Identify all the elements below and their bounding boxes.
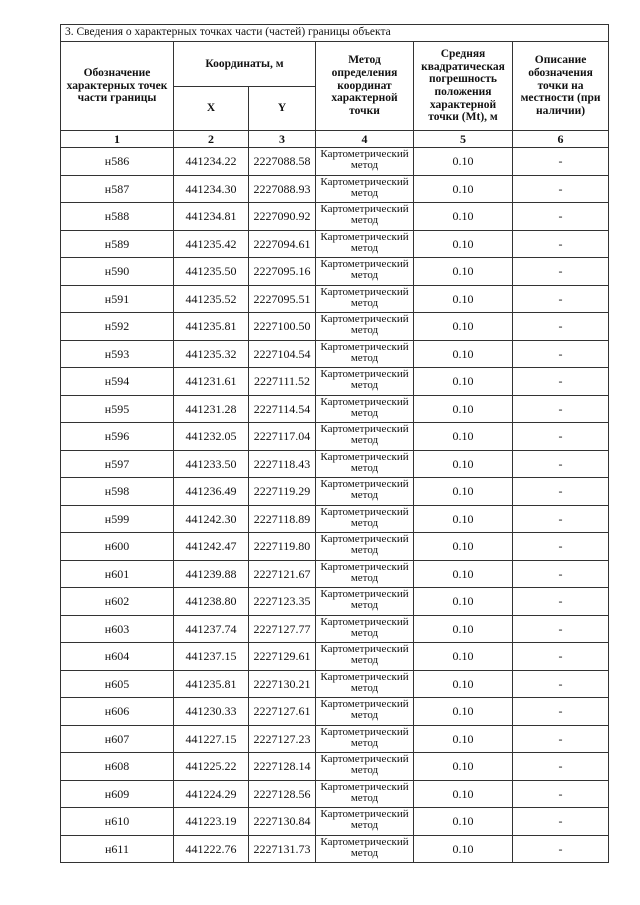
table-row: [61, 615, 609, 643]
column-numbers-row: [61, 131, 609, 148]
table-row: [61, 670, 609, 698]
header-coordinates: Координаты, м: [174, 42, 316, 87]
cell-error: 0.10: [414, 725, 513, 753]
cell-method: Картометрический метод: [316, 725, 414, 753]
cell-coord-x: 441238.80: [174, 588, 249, 616]
cell-error: 0.10: [414, 753, 513, 781]
cell-method: Картометрический метод: [316, 643, 414, 671]
cell-point-name: н589: [61, 230, 174, 258]
cell-point-name: н595: [61, 395, 174, 423]
cell-error: 0.10: [414, 698, 513, 726]
cell-point-name: н606: [61, 698, 174, 726]
cell-description: -: [513, 698, 609, 726]
table-row: [61, 230, 609, 258]
cell-coord-x: 441222.76: [174, 835, 249, 863]
table-row: [61, 505, 609, 533]
cell-coord-y: 2227104.54: [249, 340, 316, 368]
cell-coord-x: 441231.61: [174, 368, 249, 396]
cell-coord-y: 2227123.35: [249, 588, 316, 616]
header-method: Метод определения координат характерной точки: [316, 42, 414, 131]
header-y: Y: [249, 87, 316, 131]
column-number: 6: [513, 131, 609, 148]
cell-point-name: н598: [61, 478, 174, 506]
cell-method: Картометрический метод: [316, 670, 414, 698]
cell-coord-x: 441233.50: [174, 450, 249, 478]
cell-method: Картометрический метод: [316, 203, 414, 231]
table-row: [61, 780, 609, 808]
table-row: [61, 835, 609, 863]
cell-description: -: [513, 505, 609, 533]
cell-method: Картометрический метод: [316, 368, 414, 396]
cell-description: -: [513, 753, 609, 781]
cell-description: -: [513, 450, 609, 478]
cell-coord-x: 441234.22: [174, 148, 249, 176]
cell-method: Картометрический метод: [316, 505, 414, 533]
cell-error: 0.10: [414, 340, 513, 368]
column-number: 5: [414, 131, 513, 148]
cell-coord-x: 441224.29: [174, 780, 249, 808]
table-row: [61, 753, 609, 781]
cell-coord-y: 2227088.58: [249, 148, 316, 176]
cell-error: 0.10: [414, 643, 513, 671]
cell-method: Картометрический метод: [316, 423, 414, 451]
table-row: [61, 313, 609, 341]
cell-point-name: н602: [61, 588, 174, 616]
cell-error: 0.10: [414, 230, 513, 258]
section-title: 3. Сведения о характерных точках части (частей) границы объекта: [61, 25, 609, 42]
cell-error: 0.10: [414, 423, 513, 451]
cell-error: 0.10: [414, 615, 513, 643]
table-row: [61, 258, 609, 286]
cell-description: -: [513, 313, 609, 341]
header-error: Средняя квадратическая погрешность положения характерной точки (Mt), м: [414, 42, 513, 131]
cell-method: Картометрический метод: [316, 615, 414, 643]
table-row: [61, 285, 609, 313]
cell-coord-x: 441235.81: [174, 670, 249, 698]
cell-coord-x: 441242.47: [174, 533, 249, 561]
cell-coord-y: 2227128.56: [249, 780, 316, 808]
cell-coord-x: 441239.88: [174, 560, 249, 588]
cell-coord-y: 2227094.61: [249, 230, 316, 258]
cell-coord-x: 441225.22: [174, 753, 249, 781]
cell-coord-x: 441234.81: [174, 203, 249, 231]
cell-coord-y: 2227127.23: [249, 725, 316, 753]
cell-coord-y: 2227095.16: [249, 258, 316, 286]
column-number: 4: [316, 131, 414, 148]
column-number: 1: [61, 131, 174, 148]
cell-error: 0.10: [414, 285, 513, 313]
cell-method: Картометрический метод: [316, 175, 414, 203]
cell-description: -: [513, 230, 609, 258]
table-row: [61, 725, 609, 753]
cell-error: 0.10: [414, 175, 513, 203]
table-row: [61, 148, 609, 176]
bottom-divider: [60, 862, 608, 863]
cell-method: Картометрический метод: [316, 698, 414, 726]
cell-description: -: [513, 203, 609, 231]
cell-error: 0.10: [414, 478, 513, 506]
cell-coord-x: 441236.49: [174, 478, 249, 506]
table-row: [61, 478, 609, 506]
cell-error: 0.10: [414, 203, 513, 231]
cell-method: Картометрический метод: [316, 313, 414, 341]
header-point-name: Обозначение характерных точек части границы: [61, 42, 174, 131]
cell-error: 0.10: [414, 835, 513, 863]
cell-point-name: н608: [61, 753, 174, 781]
cell-description: -: [513, 643, 609, 671]
cell-coord-x: 441237.74: [174, 615, 249, 643]
cell-coord-x: 441235.50: [174, 258, 249, 286]
cell-method: Картометрический метод: [316, 753, 414, 781]
cell-method: Картометрический метод: [316, 450, 414, 478]
cell-method: Картометрический метод: [316, 395, 414, 423]
cell-point-name: н593: [61, 340, 174, 368]
cell-coord-x: 441235.42: [174, 230, 249, 258]
cell-error: 0.10: [414, 560, 513, 588]
cell-coord-x: 441231.28: [174, 395, 249, 423]
cell-coord-y: 2227127.61: [249, 698, 316, 726]
column-number: 2: [174, 131, 249, 148]
cell-coord-y: 2227114.54: [249, 395, 316, 423]
cell-method: Картометрический метод: [316, 835, 414, 863]
cell-coord-y: 2227129.61: [249, 643, 316, 671]
header-x: X: [174, 87, 249, 131]
table-row: [61, 698, 609, 726]
column-number: 3: [249, 131, 316, 148]
cell-error: 0.10: [414, 505, 513, 533]
cell-coord-y: 2227119.29: [249, 478, 316, 506]
cell-description: -: [513, 615, 609, 643]
cell-description: -: [513, 670, 609, 698]
cell-point-name: н591: [61, 285, 174, 313]
cell-method: Картометрический метод: [316, 560, 414, 588]
cell-point-name: н599: [61, 505, 174, 533]
cell-error: 0.10: [414, 313, 513, 341]
cell-coord-y: 2227119.80: [249, 533, 316, 561]
cell-point-name: н611: [61, 835, 174, 863]
cell-coord-x: 441235.81: [174, 313, 249, 341]
table-row: [61, 450, 609, 478]
cell-description: -: [513, 148, 609, 176]
cell-coord-x: 441234.30: [174, 175, 249, 203]
table-row: [61, 588, 609, 616]
cell-coord-y: 2227128.14: [249, 753, 316, 781]
cell-point-name: н605: [61, 670, 174, 698]
cell-description: -: [513, 478, 609, 506]
cell-coord-y: 2227117.04: [249, 423, 316, 451]
cell-description: -: [513, 588, 609, 616]
cell-description: -: [513, 423, 609, 451]
cell-coord-x: 441237.15: [174, 643, 249, 671]
cell-description: -: [513, 285, 609, 313]
cell-coord-y: 2227131.73: [249, 835, 316, 863]
cell-method: Картометрический метод: [316, 808, 414, 836]
cell-point-name: н587: [61, 175, 174, 203]
cell-point-name: н586: [61, 148, 174, 176]
cell-method: Картометрический метод: [316, 230, 414, 258]
cell-coord-y: 2227090.92: [249, 203, 316, 231]
cell-point-name: н594: [61, 368, 174, 396]
cell-coord-y: 2227130.84: [249, 808, 316, 836]
cell-coord-x: 441223.19: [174, 808, 249, 836]
cell-method: Картометрический метод: [316, 533, 414, 561]
cell-coord-y: 2227130.21: [249, 670, 316, 698]
cell-description: -: [513, 560, 609, 588]
cell-coord-x: 441235.52: [174, 285, 249, 313]
cell-point-name: н592: [61, 313, 174, 341]
cell-point-name: н590: [61, 258, 174, 286]
cell-point-name: н607: [61, 725, 174, 753]
cell-coord-x: 441242.30: [174, 505, 249, 533]
table-row: [61, 423, 609, 451]
cell-method: Картометрический метод: [316, 588, 414, 616]
cell-description: -: [513, 780, 609, 808]
cell-method: Картометрический метод: [316, 285, 414, 313]
table-row: [61, 808, 609, 836]
cell-point-name: н601: [61, 560, 174, 588]
table-row: [61, 203, 609, 231]
cell-coord-y: 2227088.93: [249, 175, 316, 203]
cell-description: -: [513, 808, 609, 836]
cell-error: 0.10: [414, 533, 513, 561]
table-row: [61, 340, 609, 368]
cell-description: -: [513, 395, 609, 423]
cell-error: 0.10: [414, 368, 513, 396]
cell-coord-x: 441230.33: [174, 698, 249, 726]
header-description: Описание обозначения точки на местности (при наличии): [513, 42, 609, 131]
cell-error: 0.10: [414, 395, 513, 423]
cell-method: Картометрический метод: [316, 258, 414, 286]
table-row: [61, 395, 609, 423]
cell-coord-y: 2227111.52: [249, 368, 316, 396]
cell-description: -: [513, 175, 609, 203]
cell-coord-y: 2227121.67: [249, 560, 316, 588]
cell-coord-y: 2227100.50: [249, 313, 316, 341]
cell-description: -: [513, 725, 609, 753]
table-row: [61, 368, 609, 396]
cell-point-name: н610: [61, 808, 174, 836]
cell-method: Картометрический метод: [316, 780, 414, 808]
cell-coord-y: 2227127.77: [249, 615, 316, 643]
cell-description: -: [513, 340, 609, 368]
cell-coord-x: 441227.15: [174, 725, 249, 753]
cell-method: Картометрический метод: [316, 478, 414, 506]
boundary-points-table: [60, 24, 609, 863]
cell-coord-y: 2227118.43: [249, 450, 316, 478]
cell-coord-x: 441232.05: [174, 423, 249, 451]
cell-coord-y: 2227095.51: [249, 285, 316, 313]
cell-coord-y: 2227118.89: [249, 505, 316, 533]
cell-point-name: н596: [61, 423, 174, 451]
cell-point-name: н600: [61, 533, 174, 561]
cell-description: -: [513, 835, 609, 863]
table-row: [61, 175, 609, 203]
cell-description: -: [513, 368, 609, 396]
table-row: [61, 560, 609, 588]
cell-point-name: н609: [61, 780, 174, 808]
cell-point-name: н588: [61, 203, 174, 231]
cell-method: Картометрический метод: [316, 340, 414, 368]
cell-description: -: [513, 533, 609, 561]
cell-coord-x: 441235.32: [174, 340, 249, 368]
cell-point-name: н597: [61, 450, 174, 478]
table-row: [61, 643, 609, 671]
cell-error: 0.10: [414, 808, 513, 836]
cell-point-name: н603: [61, 615, 174, 643]
cell-description: -: [513, 258, 609, 286]
cell-point-name: н604: [61, 643, 174, 671]
cell-error: 0.10: [414, 258, 513, 286]
cell-error: 0.10: [414, 780, 513, 808]
cell-error: 0.10: [414, 148, 513, 176]
cell-method: Картометрический метод: [316, 148, 414, 176]
cell-error: 0.10: [414, 588, 513, 616]
table-row: [61, 533, 609, 561]
cell-error: 0.10: [414, 670, 513, 698]
cell-error: 0.10: [414, 450, 513, 478]
